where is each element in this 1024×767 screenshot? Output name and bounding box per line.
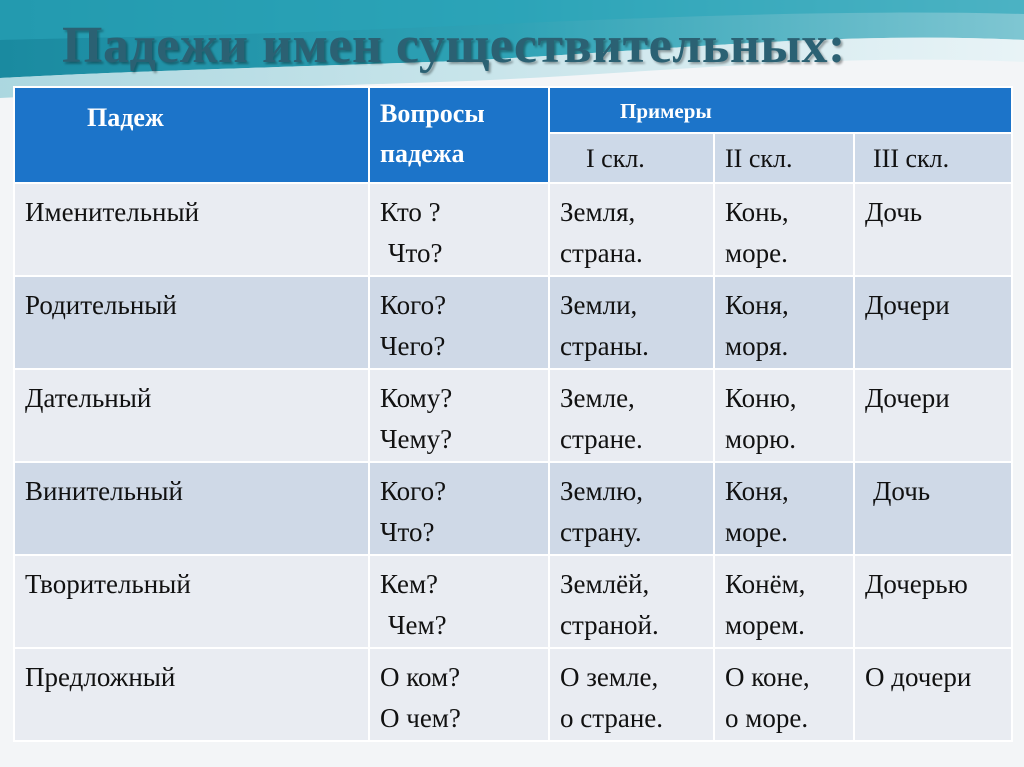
case-name: Дательный: [14, 369, 369, 462]
example-declension-1: [549, 276, 714, 369]
example-line-2: о стране.: [560, 703, 664, 733]
example-declension-3: Дочери: [854, 276, 1012, 369]
example-line-2: страны.: [560, 331, 649, 361]
question-1: Кого?: [380, 476, 447, 506]
header-declension-1: I скл.: [549, 133, 714, 183]
case-questions: [369, 462, 549, 555]
question-1: Кем?: [380, 569, 439, 599]
example-line-2: страна.: [560, 238, 643, 268]
header-declension-2: II скл.: [714, 133, 854, 183]
case-questions: [369, 276, 549, 369]
example-declension-3: Дочь: [854, 183, 1012, 276]
example-line-2: о море.: [725, 703, 809, 733]
case-name: Родительный: [14, 276, 369, 369]
example-declension-1: [549, 183, 714, 276]
noun-cases-table: [13, 86, 1013, 742]
example-line-1: Земля,: [560, 197, 636, 227]
example-line-2: морю.: [725, 424, 797, 454]
question-2: О чем?: [380, 703, 461, 733]
example-declension-3: О дочери: [854, 648, 1012, 741]
question-2: Что?: [380, 517, 435, 547]
example-line-1: Дочь: [873, 476, 931, 506]
header-declension-3: III скл.: [854, 133, 1012, 183]
example-line-2: море.: [725, 517, 788, 547]
question-2: Чему?: [380, 424, 453, 454]
header-examples: Примеры: [549, 87, 1012, 133]
example-line-1: Коню,: [725, 383, 797, 413]
case-name: Винительный: [14, 462, 369, 555]
example-line-2: страну.: [560, 517, 642, 547]
example-line-2: моря.: [725, 331, 789, 361]
question-1: Кому?: [380, 383, 453, 413]
question-1: О ком?: [380, 662, 461, 692]
case-questions: [369, 555, 549, 648]
example-declension-1: [549, 369, 714, 462]
example-declension-1: [549, 462, 714, 555]
table-row: [14, 462, 1012, 555]
table-row: [14, 648, 1012, 741]
header-questions-line1: Вопросы: [380, 99, 485, 128]
example-declension-2: [714, 276, 854, 369]
example-line-1: Конём,: [725, 569, 806, 599]
example-declension-2: [714, 555, 854, 648]
header-case: Падеж: [14, 87, 369, 183]
example-line-2: стране.: [560, 424, 643, 454]
question-2: Чего?: [380, 331, 446, 361]
example-line-1: О коне,: [725, 662, 810, 692]
question-2: Что?: [388, 238, 443, 268]
case-name: Именительный: [14, 183, 369, 276]
example-line-2: морем.: [725, 610, 805, 640]
example-line-1: Землю,: [560, 476, 643, 506]
example-declension-3: [854, 462, 1012, 555]
table-row: [14, 183, 1012, 276]
example-line-1: Коня,: [725, 290, 789, 320]
example-declension-1: [549, 555, 714, 648]
case-questions: [369, 183, 549, 276]
example-declension-2: [714, 183, 854, 276]
table-row: [14, 555, 1012, 648]
header-questions: [369, 87, 549, 183]
example-declension-2: [714, 648, 854, 741]
example-line-2: страной.: [560, 610, 659, 640]
example-line-1: Коня,: [725, 476, 789, 506]
question-1: Кого?: [380, 290, 447, 320]
case-name: Творительный: [14, 555, 369, 648]
case-name: Предложный: [14, 648, 369, 741]
example-line-1: Земле,: [560, 383, 635, 413]
example-line-1: Землёй,: [560, 569, 650, 599]
question-1: Кто ?: [380, 197, 441, 227]
example-line-1: О земле,: [560, 662, 659, 692]
question-2: Чем?: [388, 610, 447, 640]
example-declension-2: [714, 462, 854, 555]
case-questions: [369, 648, 549, 741]
example-line-2: море.: [725, 238, 788, 268]
example-line-1: Конь,: [725, 197, 789, 227]
header-questions-line2: падежа: [380, 139, 465, 168]
slide-title: Падежи имен существительных:: [62, 17, 846, 74]
example-declension-2: [714, 369, 854, 462]
example-declension-1: [549, 648, 714, 741]
table-row: [14, 369, 1012, 462]
table-row: [14, 276, 1012, 369]
example-declension-3: Дочери: [854, 369, 1012, 462]
example-declension-3: Дочерью: [854, 555, 1012, 648]
example-line-1: Земли,: [560, 290, 638, 320]
table-header-row: [14, 87, 1012, 133]
case-questions: [369, 369, 549, 462]
